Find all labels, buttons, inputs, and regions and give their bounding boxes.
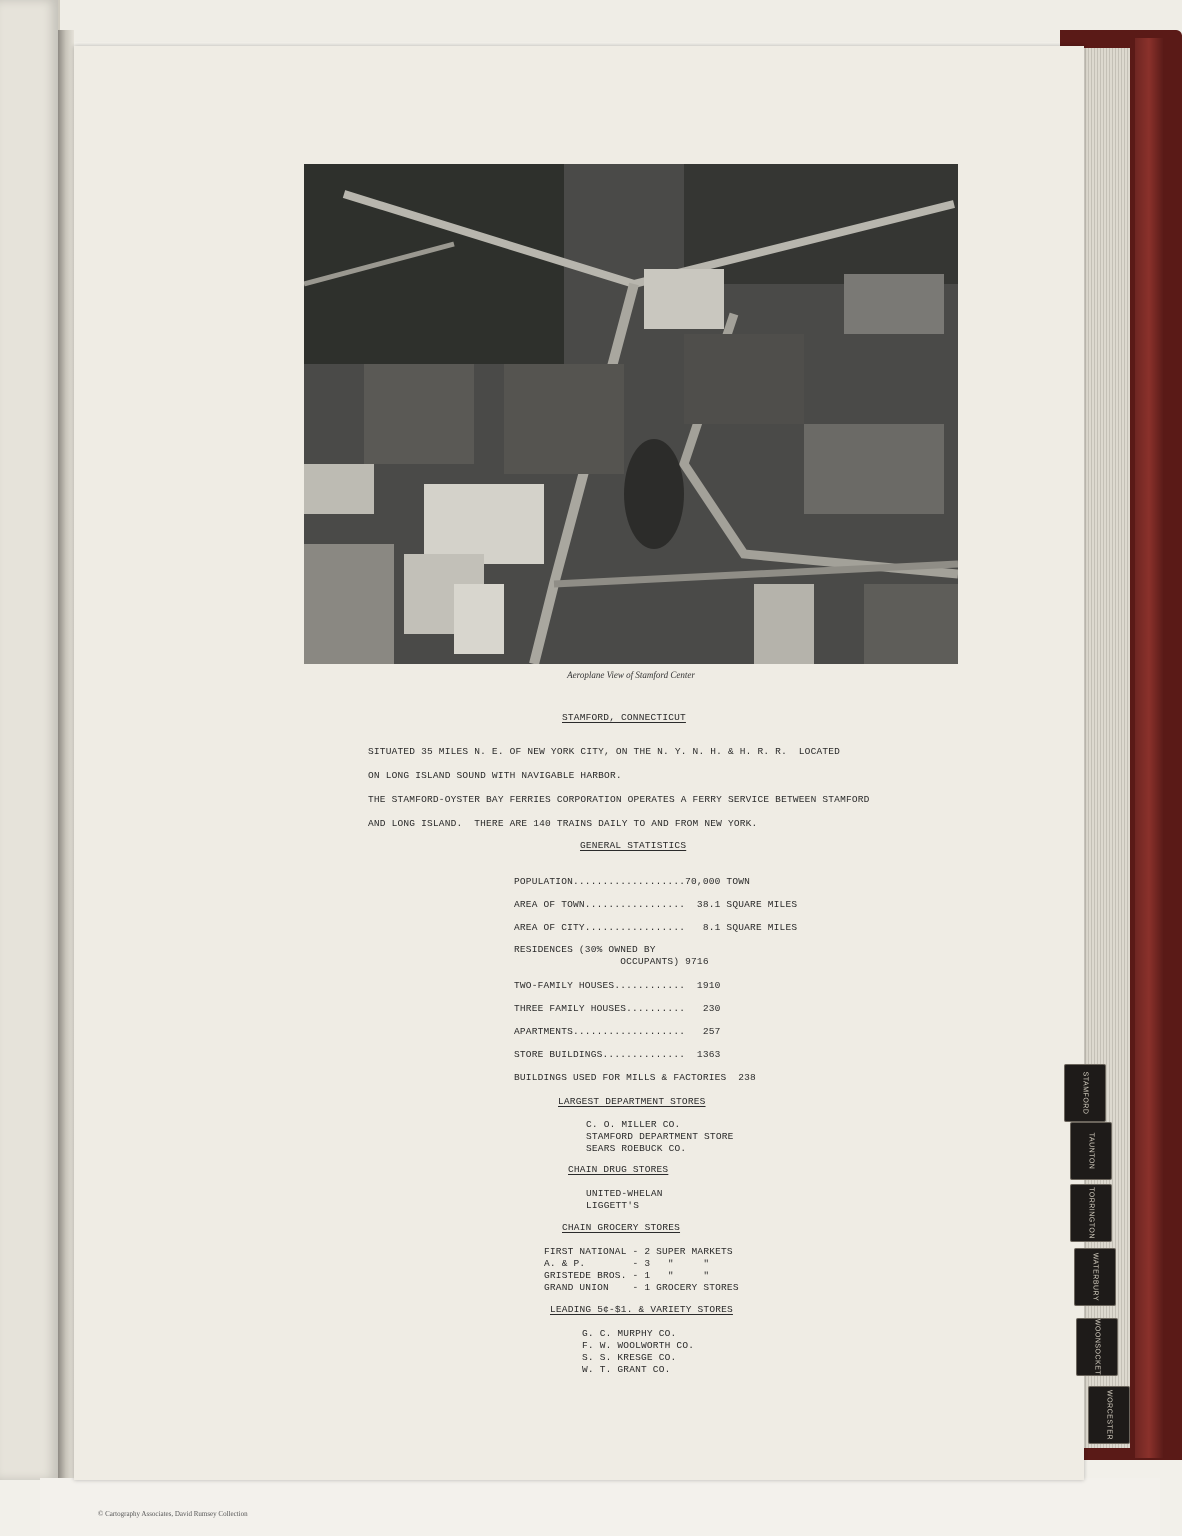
list-item: S. S. KRESGE CO. [582,1352,677,1363]
index-tab-torrington[interactable] [1070,1184,1112,1242]
tab-label: WOONSOCKET [1093,1318,1101,1376]
list-item: G. C. MURPHY CO. [582,1328,677,1339]
list-item: STAMFORD DEPARTMENT STORE [586,1131,734,1142]
photo-caption: Aeroplane View of Stamford Center [567,670,695,680]
section-heading: STAMFORD, CONNECTICUT [562,712,686,723]
list-item: W. T. GRANT CO. [582,1364,671,1375]
department-stores-title: LARGEST DEPARTMENT STORES [558,1096,706,1107]
list-item: UNITED-WHELAN [586,1188,663,1199]
stat-row: AREA OF CITY................. 8.1 SQUARE MILES [514,922,798,933]
tab-label: TAUNTON [1087,1132,1095,1170]
stat-row: POPULATION...................70,000 TOWN [514,876,751,887]
tab-label: WATERBURY [1091,1252,1099,1302]
list-item: GRAND UNION - 1 GROCERY STORES [544,1282,739,1293]
book-gutter [58,30,74,1490]
index-tab-waterbury[interactable] [1074,1248,1116,1306]
cover-spine-edge [1135,38,1163,1458]
intro-line: THE STAMFORD-OYSTER BAY FERRIES CORPORATION OPERATES A FERRY SERVICE BETWEEN STAMFORD [368,794,870,805]
index-tab-worcester[interactable] [1088,1386,1130,1444]
stat-row: AREA OF TOWN................. 38.1 SQUARE MILES [514,899,798,910]
variety-stores-title: LEADING 5¢-$1. & VARIETY STORES [550,1304,733,1315]
list-item: GRISTEDE BROS. - 1 " " [544,1270,710,1281]
intro-line: AND LONG ISLAND. THERE ARE 140 TRAINS DAILY TO AND FROM NEW YORK. [368,818,758,829]
stat-row: TWO-FAMILY HOUSES............ 1910 [514,980,721,991]
list-item: F. W. WOOLWORTH CO. [582,1340,695,1351]
stat-row: OCCUPANTS) 9716 [514,956,709,967]
list-item: A. & P. - 3 " " [544,1258,710,1269]
list-item: FIRST NATIONAL - 2 SUPER MARKETS [544,1246,733,1257]
list-item: LIGGETT'S [586,1200,640,1211]
index-tab-taunton[interactable] [1070,1122,1112,1180]
facing-page-edge [0,0,60,1480]
intro-line: SITUATED 35 MILES N. E. OF NEW YORK CITY, ON THE N. Y. N. H. & H. R. R. LOCATED [368,746,841,757]
bottom-margin [40,1478,1160,1536]
stat-row: STORE BUILDINGS.............. 1363 [514,1049,721,1060]
tab-label: WORCESTER [1105,1390,1113,1440]
page-top-margin [0,0,1182,42]
stat-row: APARTMENTS................... 257 [514,1026,721,1037]
drug-stores-title: CHAIN DRUG STORES [568,1164,669,1175]
stat-row: THREE FAMILY HOUSES.......... 230 [514,1003,721,1014]
aerial-photo [304,164,958,664]
index-tab-stamford[interactable] [1064,1064,1106,1122]
list-item: C. O. MILLER CO. [586,1119,681,1130]
stat-row: RESIDENCES (30% OWNED BY [514,944,656,955]
general-statistics-title: GENERAL STATISTICS [580,840,687,851]
tab-label: TORRINGTON [1087,1187,1095,1239]
collection-credit: © Cartography Associates, David Rumsey Collection [98,1510,248,1518]
grocery-stores-title: CHAIN GROCERY STORES [562,1222,681,1233]
stat-row: BUILDINGS USED FOR MILLS & FACTORIES 238 [514,1072,756,1083]
tab-label: STAMFORD [1081,1071,1089,1115]
intro-line: ON LONG ISLAND SOUND WITH NAVIGABLE HARBOR. [368,770,622,781]
index-tab-woonsocket[interactable] [1076,1318,1118,1376]
list-item: SEARS ROEBUCK CO. [586,1143,687,1154]
